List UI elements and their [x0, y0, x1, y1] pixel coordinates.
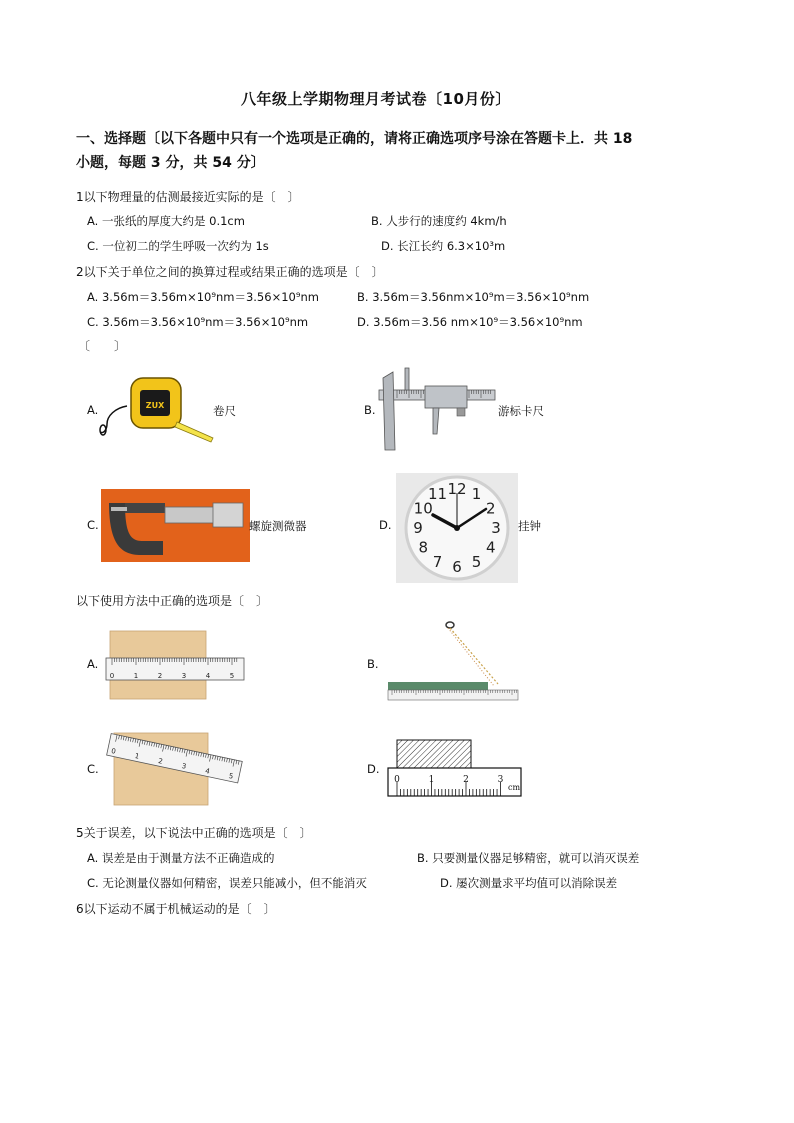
ruler-number: 0 [109, 672, 115, 680]
clock-number: 11 [427, 485, 448, 504]
tape-measure-image [97, 372, 215, 444]
q3-option-b-letter: B. [364, 403, 376, 417]
q1-option-a: A. 一张纸的厚度大约是 0.1cm [87, 214, 245, 228]
q4-option-c-letter: C. [87, 762, 99, 776]
micrometer-image [101, 489, 250, 562]
q5-option-d: D. 屡次测量求平均值可以消除误差 [440, 876, 618, 890]
ruler-number: 2 [157, 757, 164, 766]
ruler-number: 1 [133, 752, 141, 761]
q2-option-d: D. 3.56m＝3.56 nm×10⁹＝3.56×10⁹nm [357, 315, 583, 329]
clock-number: 9 [413, 519, 423, 537]
clock-number: 2 [486, 499, 496, 518]
ruler-a-image [106, 631, 246, 699]
clock-number: 6 [452, 558, 462, 576]
q3-option-c-name: 螺旋测微器 [249, 519, 307, 533]
q3-option-a-name: 卷尺 [213, 404, 236, 418]
vernier-caliper-image [377, 368, 497, 452]
ruler-number: 5 [227, 771, 234, 781]
ruler-number: 0 [110, 747, 117, 756]
q3-option-c-letter: C. [87, 518, 99, 532]
ruler-number: 2 [463, 775, 469, 785]
ruler-number: 4 [205, 672, 211, 680]
q5-option-a: A. 误差是由于测量方法不正确造成的 [87, 851, 275, 865]
q3-option-a-letter: A. [87, 403, 99, 417]
q5-option-b: B. 只要测量仪器足够精密，就可以消灭误差 [417, 851, 640, 865]
q2-option-a: A. 3.56m＝3.56m×10⁹nm＝3.56×10⁹nm [87, 290, 319, 304]
q3-option-b-name: 游标卡尺 [498, 404, 544, 418]
ruler-b-image [388, 620, 520, 702]
ruler-number: 1 [428, 775, 435, 785]
question-5-stem: 5关于误差，以下说法中正确的选项是〔 〕 [76, 826, 312, 840]
clock-number: 1 [471, 485, 482, 504]
clock-number: 7 [432, 552, 443, 571]
clock-number: 12 [447, 480, 467, 498]
wall-clock-image [396, 473, 518, 583]
q1-option-b: B. 人步行的速度约 4km/h [371, 214, 507, 228]
question-1-stem: 1以下物理量的估测最接近实际的是〔 〕 [76, 190, 300, 204]
q3-option-d-name: 挂钟 [518, 519, 541, 533]
q2-option-c: C. 3.56m＝3.56×10⁹nm＝3.56×10⁹nm [87, 315, 309, 329]
question-6-stem: 6以下运动不属于机械运动的是〔 〕 [76, 902, 276, 916]
clock-number: 3 [491, 519, 501, 537]
page-title: 八年级上学期物理月考试卷〔10月份〕 [241, 90, 511, 108]
ruler-number: 3 [497, 775, 504, 785]
question-2-stem: 2以下关于单位之间的换算过程或结果正确的选项是〔 〕 [76, 265, 384, 279]
ruler-d-unit: cm [508, 783, 521, 792]
q1-option-d: D. 长江长约 6.3×10³m [381, 239, 506, 253]
q5-option-c: C. 无论测量仪器如何精密，误差只能减小，但不能消灭 [87, 876, 367, 890]
clock-number: 4 [486, 538, 496, 557]
q1-option-c: C. 一位初二的学生呼吸一次约为 1s [87, 239, 269, 253]
section-header-line2: 小题，每题 3 分，共 54 分〕 [76, 155, 265, 171]
clock-number: 8 [418, 538, 428, 557]
ruler-number: 0 [394, 775, 400, 785]
ruler-number: 3 [180, 762, 187, 771]
clock-number: 5 [471, 552, 482, 571]
q3-option-d-letter: D. [379, 518, 392, 532]
question-4-stem: 以下使用方法中正确的选项是〔 〕 [76, 594, 269, 608]
ruler-number: 2 [157, 672, 163, 680]
q4-option-d-letter: D. [367, 762, 380, 776]
tape-brand-label: ZUX [145, 401, 165, 410]
ruler-number: 4 [204, 767, 211, 776]
ruler-d-image [387, 738, 523, 798]
q4-option-a-letter: A. [87, 657, 99, 671]
question-3-stem: 〔 〕 [78, 339, 127, 353]
ruler-number: 1 [133, 672, 139, 680]
ruler-c-image [108, 719, 244, 805]
ruler-number: 5 [229, 672, 235, 680]
q2-option-b: B. 3.56m＝3.56nm×10⁹m＝3.56×10⁹nm [357, 290, 590, 304]
clock-number: 10 [413, 499, 433, 518]
ruler-number: 3 [181, 672, 187, 680]
q4-option-b-letter: B. [367, 657, 379, 671]
section-header-line1: 一、选择题〔以下各题中只有一个选项是正确的，请将正确选项序号涂在答题卡上．共 18 [76, 131, 633, 147]
